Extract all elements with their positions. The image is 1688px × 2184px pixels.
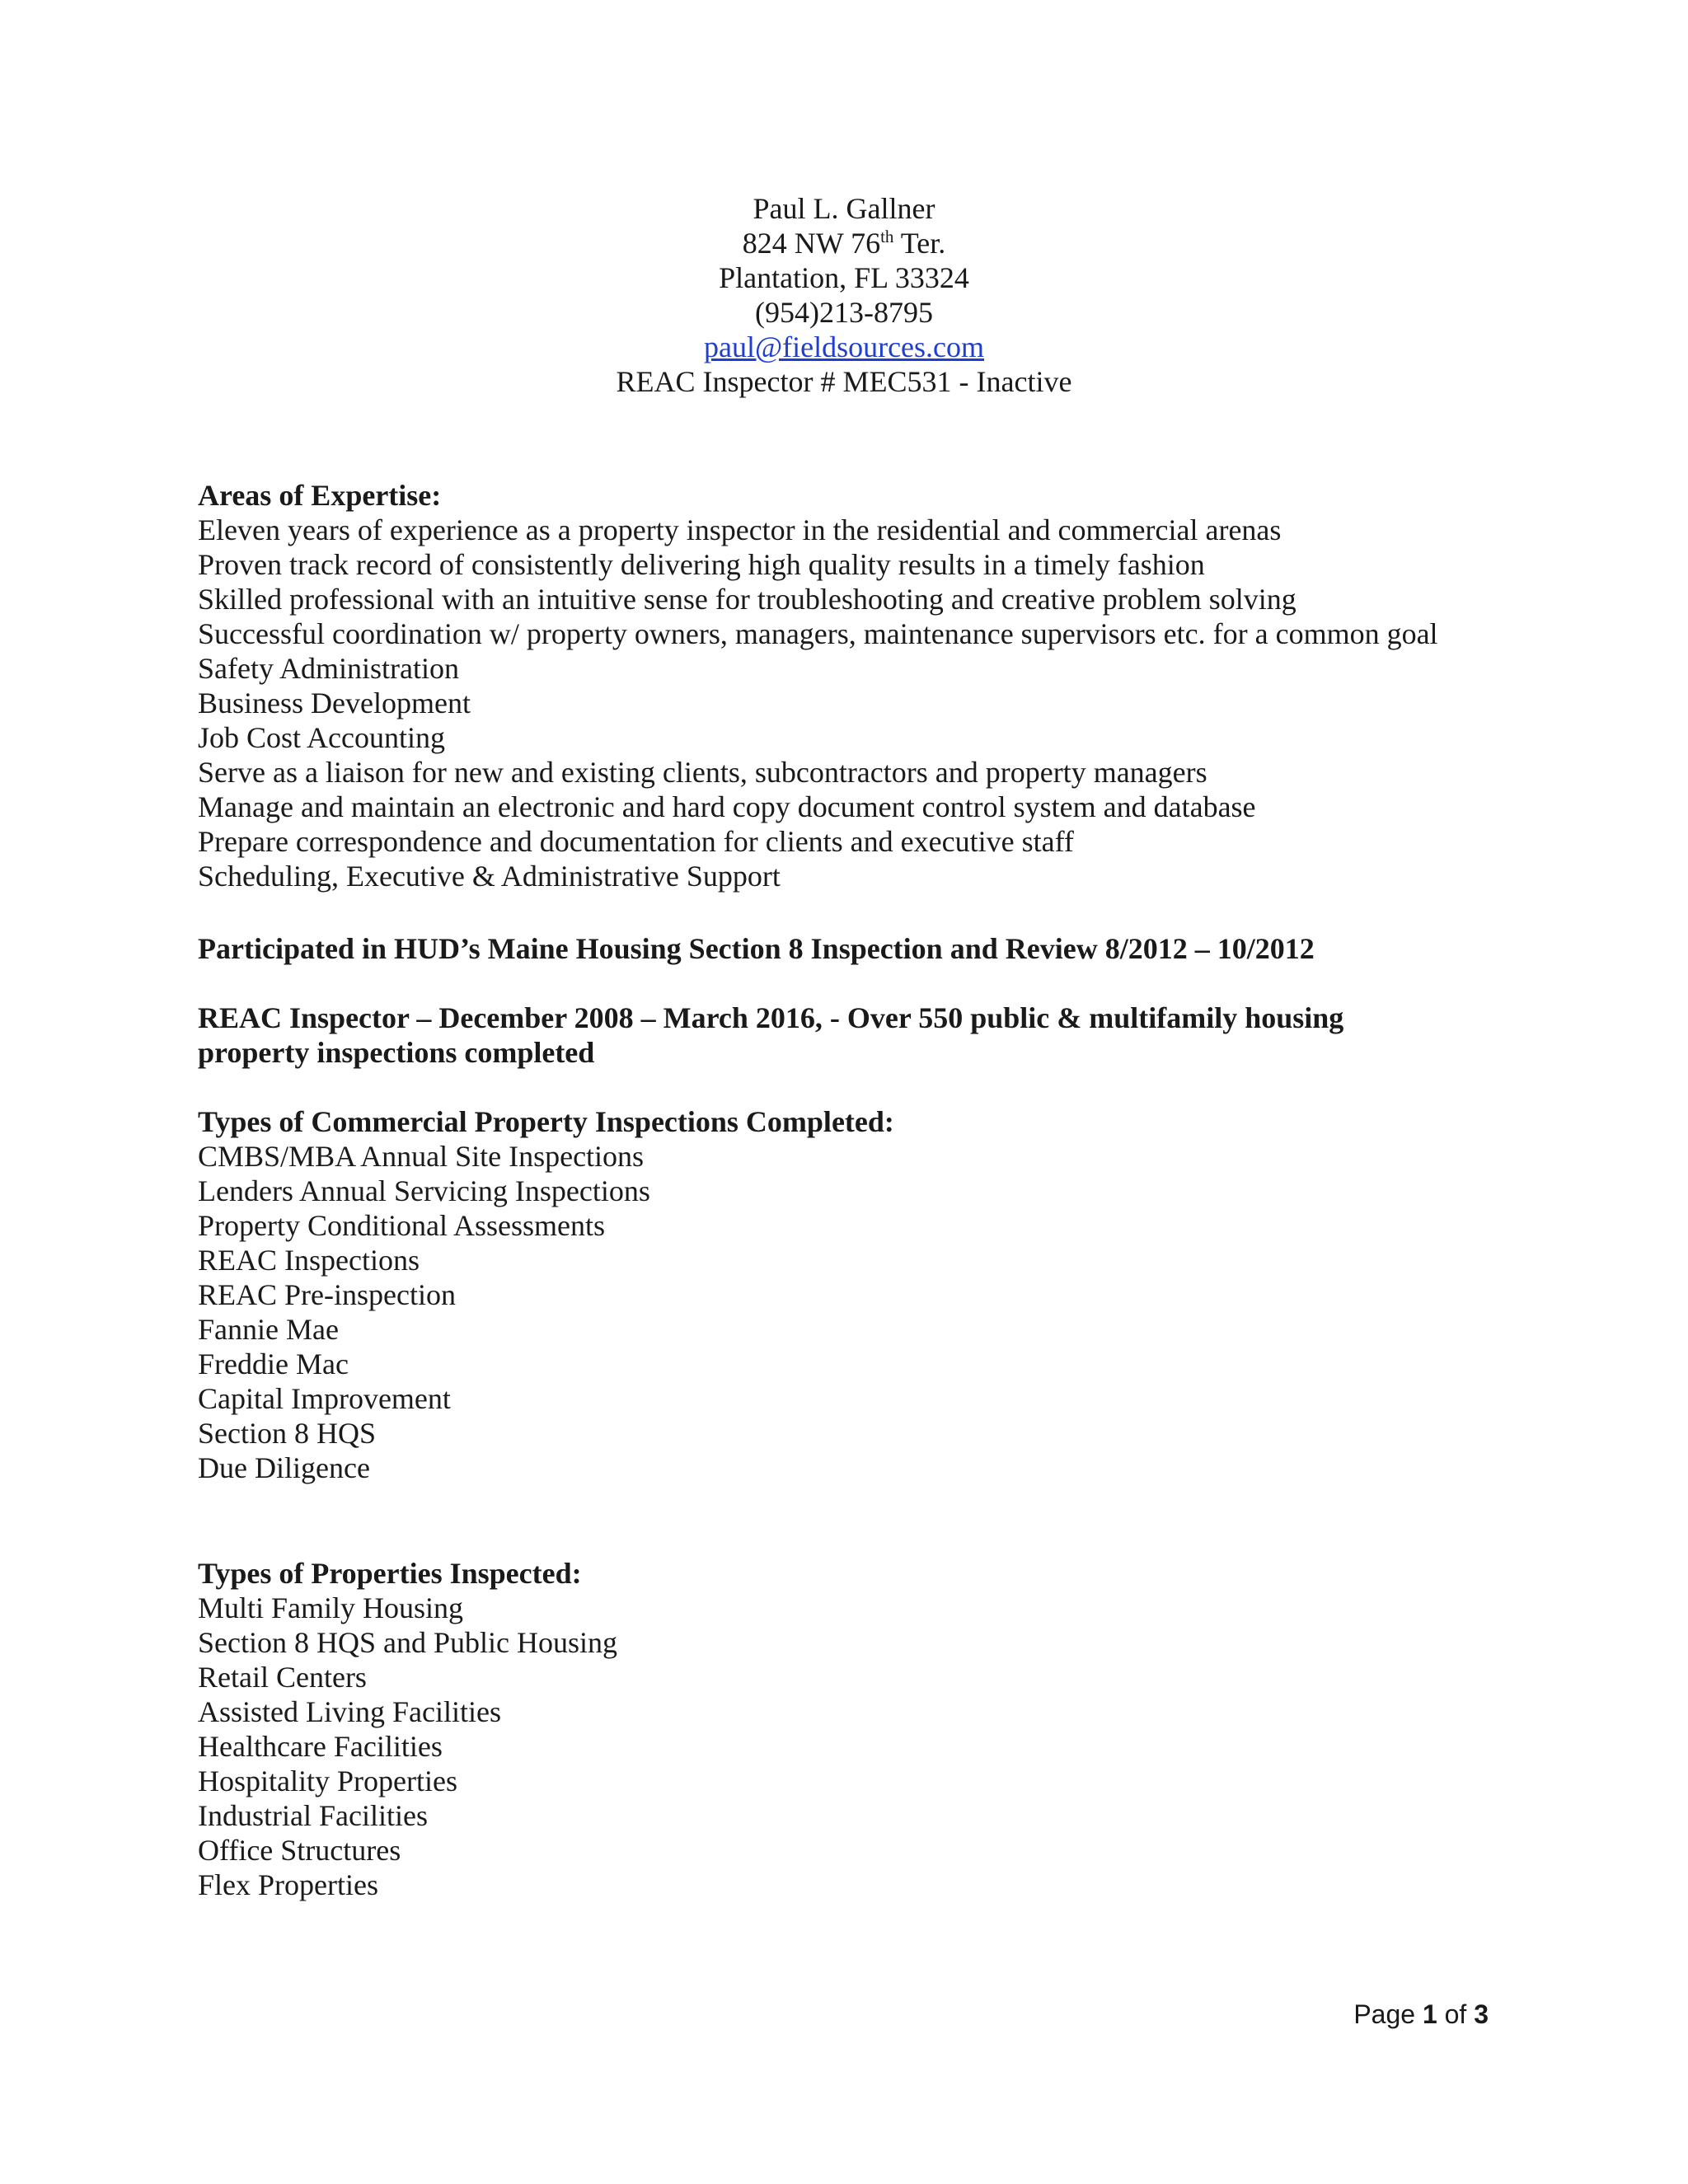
- phone-number: (954)213-8795: [755, 296, 933, 329]
- inspector-id: REAC Inspector # MEC531 - Inactive: [616, 365, 1072, 398]
- expertise-item: Scheduling, Executive & Administrative Support: [198, 860, 781, 893]
- reac-heading-line-2: property inspections completed: [198, 1036, 595, 1069]
- commercial-inspection-item: Freddie Mac: [198, 1347, 349, 1380]
- property-type-item: Assisted Living Facilities: [198, 1695, 501, 1728]
- reac-heading-line-1: REAC Inspector – December 2008 – March 2016, - Over 550 public & multifamily housing: [198, 1001, 1344, 1034]
- street-address: [0, 226, 1688, 260]
- property-type-item: Retail Centers: [198, 1661, 367, 1694]
- commercial-inspection-item: Due Diligence: [198, 1451, 370, 1484]
- property-type-item: Section 8 HQS and Public Housing: [198, 1626, 617, 1659]
- total-pages-number: 3: [1474, 1999, 1489, 2029]
- property-type-item: Flex Properties: [198, 1868, 378, 1901]
- hud-heading: Participated in HUD’s Maine Housing Section 8 Inspection and Review 8/2012 – 10/2012: [198, 932, 1315, 965]
- email-line: [0, 330, 1688, 364]
- property-type-item: Industrial Facilities: [198, 1799, 428, 1832]
- hud-section: [198, 931, 1517, 966]
- city-state-zip: Plantation, FL 33324: [719, 261, 969, 294]
- page-number-footer: [1353, 1998, 1489, 2031]
- expertise-item: Safety Administration: [198, 652, 459, 685]
- expertise-heading: Areas of Expertise:: [198, 479, 442, 512]
- page-label: Page: [1353, 1999, 1423, 2029]
- property-type-item: Office Structures: [198, 1834, 401, 1867]
- property-type-item: Multi Family Housing: [198, 1591, 464, 1624]
- commercial-inspection-item: REAC Inspections: [198, 1244, 420, 1277]
- expertise-item: Job Cost Accounting: [198, 721, 446, 754]
- commercial-inspection-item: Lenders Annual Servicing Inspections: [198, 1174, 650, 1207]
- expertise-item: Eleven years of experience as a property inspector in the residential and commercial arenas: [198, 513, 1282, 546]
- current-page-number: 1: [1422, 1999, 1437, 2029]
- expertise-item: Proven track record of consistently delivering high quality results in a timely fashion: [198, 548, 1205, 581]
- commercial-inspection-item: Section 8 HQS: [198, 1417, 376, 1450]
- expertise-item: Serve as a liaison for new and existing clients, subcontractors and property managers: [198, 756, 1207, 789]
- expertise-item: Prepare correspondence and documentation for clients and executive staff: [198, 825, 1074, 858]
- street-address-number: 824 NW 76: [742, 227, 881, 260]
- property-type-item: Hospitality Properties: [198, 1765, 457, 1797]
- properties-section: [198, 1556, 1517, 1902]
- commercial-inspection-item: REAC Pre-inspection: [198, 1278, 456, 1311]
- commercial-inspection-item: Fannie Mae: [198, 1313, 339, 1346]
- expertise-item: Skilled professional with an intuitive sense for troubleshooting and creative problem solving: [198, 583, 1296, 616]
- properties-heading: Types of Properties Inspected:: [198, 1557, 582, 1590]
- expertise-section: [198, 478, 1517, 893]
- commercial-inspections-section: [198, 1104, 1517, 1485]
- commercial-inspections-heading: Types of Commercial Property Inspections Completed:: [198, 1105, 894, 1138]
- of-label: of: [1437, 1999, 1475, 2029]
- contact-header: [0, 191, 1688, 399]
- commercial-inspection-item: Property Conditional Assessments: [198, 1209, 605, 1242]
- commercial-inspection-item: CMBS/MBA Annual Site Inspections: [198, 1140, 645, 1173]
- property-type-item: Healthcare Facilities: [198, 1730, 443, 1763]
- expertise-item: Business Development: [198, 687, 471, 719]
- commercial-inspection-item: Capital Improvement: [198, 1382, 451, 1415]
- email-link[interactable]: paul@fieldsources.com: [703, 330, 985, 363]
- street-address-suffix: Ter.: [893, 227, 946, 260]
- street-address-ordinal: th: [880, 227, 894, 246]
- expertise-item: Manage and maintain an electronic and hard copy document control system and database: [198, 790, 1256, 823]
- applicant-name: Paul L. Gallner: [753, 192, 935, 225]
- reac-section: [198, 1001, 1517, 1070]
- expertise-item: Successful coordination w/ property owners, managers, maintenance supervisors etc. for a common goal: [198, 617, 1438, 650]
